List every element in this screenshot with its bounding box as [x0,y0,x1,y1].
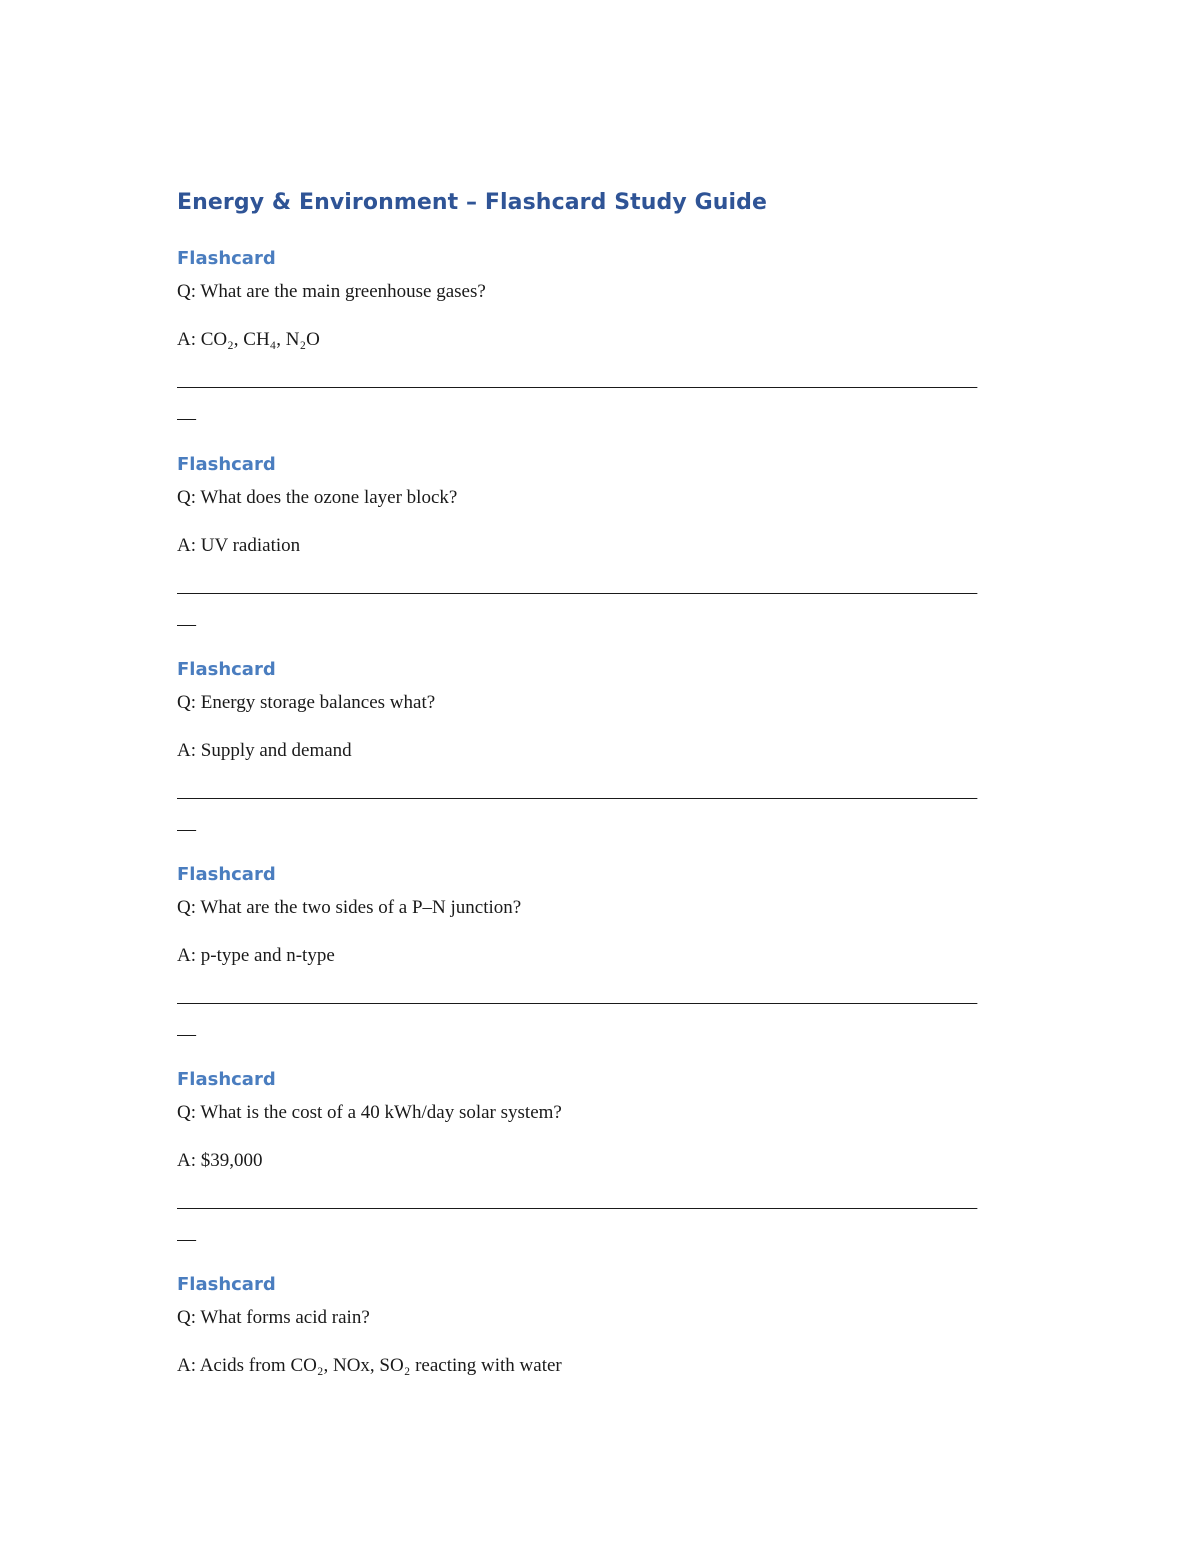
separator-line: ——————————————————————————————————————————— [177,376,977,397]
flashcard-answer: A: Supply and demand [177,740,352,761]
flashcard-heading: Flashcard [177,454,276,475]
separator-line: ——————————————————————————————————————————— [177,992,977,1013]
separator-line-wrap: — [177,1024,196,1045]
separator-line-wrap: — [177,408,196,429]
flashcard-question: Q: What forms acid rain? [177,1307,370,1328]
separator-line: ——————————————————————————————————————————— [177,787,977,808]
flashcard-question: Q: What is the cost of a 40 kWh/day solar system? [177,1102,562,1123]
flashcard-answer: A: p-type and n-type [177,945,335,966]
separator-line-wrap: — [177,614,196,635]
flashcard-heading: Flashcard [177,659,276,680]
flashcard-answer: A: $39,000 [177,1150,263,1171]
separator-line: ——————————————————————————————————————————— [177,1197,977,1218]
flashcard-answer: A: UV radiation [177,535,301,556]
flashcard-answer: A: Acids from CO₂, NOx, SO₂ reacting with water [177,1355,562,1376]
flashcard-question: Q: What are the two sides of a P–N junction? [177,897,522,918]
flashcard-answer: A: CO₂, CH₄, N₂O [177,329,320,350]
flashcard-heading: Flashcard [177,1274,276,1295]
flashcard-question: Q: What are the main greenhouse gases? [177,281,486,302]
flashcard-heading: Flashcard [177,864,276,885]
separator-line-wrap: — [177,1229,196,1250]
flashcard-question: Q: What does the ozone layer block? [177,487,458,508]
flashcard-question: Q: Energy storage balances what? [177,692,436,713]
flashcard-heading: Flashcard [177,1069,276,1090]
flashcard-heading: Flashcard [177,248,276,269]
separator-line: ——————————————————————————————————————————— [177,582,977,603]
document-title: Energy & Environment – Flashcard Study Guide [177,190,768,215]
separator-line-wrap: — [177,819,196,840]
